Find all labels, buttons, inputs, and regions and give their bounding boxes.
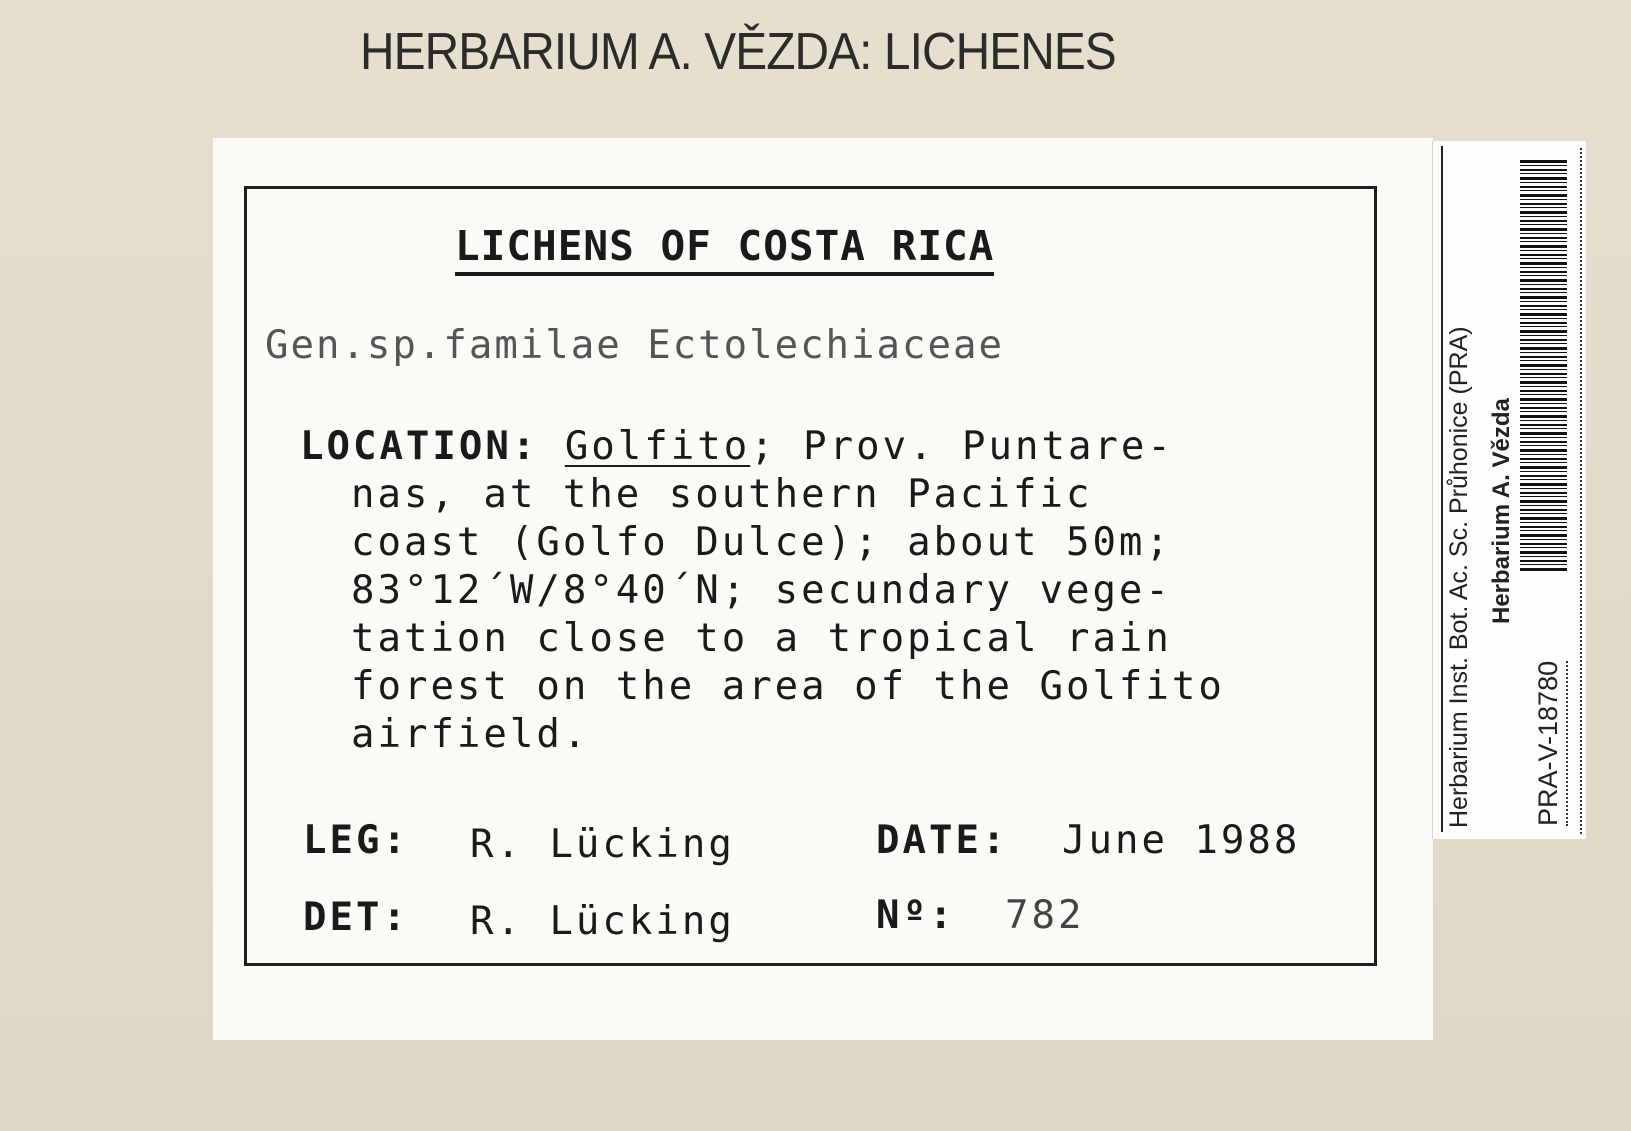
location-line: tation close to a tropical rain — [351, 616, 1172, 661]
herbarium-stamp: HERBARIUM A. VĚZDA: LICHENES — [360, 23, 1116, 81]
location-line: forest on the area of the Golfito — [351, 664, 1225, 709]
catalog-label-rule — [1441, 146, 1443, 832]
label-title: LICHENS OF COSTA RICA — [455, 222, 994, 276]
location-rest: ; Prov. Puntare- — [750, 424, 1174, 469]
leg-value: R. Lücking — [470, 822, 735, 867]
det-value: R. Lücking — [470, 899, 735, 944]
leg-caption: LEG: — [303, 818, 409, 863]
catalog-number: PRA-V-18780 — [1533, 661, 1568, 826]
location-line: 83°12´W/8°40´N; secundary vege- — [351, 568, 1172, 613]
location-line: coast (Golfo Dulce); about 50m; — [351, 520, 1172, 565]
det-caption: DET: — [303, 895, 409, 940]
location-line: airfield. — [351, 712, 590, 757]
institution-text: Herbarium Inst. Bot. Ac. Sc. Průhonice (PRA) — [1445, 326, 1473, 828]
number-value: 782 — [1005, 893, 1085, 938]
date-caption: DATE: — [876, 818, 1009, 863]
barcode — [1520, 160, 1567, 572]
location-place: Golfito — [564, 424, 751, 469]
location-line: nas, at the southern Pacific — [351, 472, 1093, 517]
herbarium-text: Herbarium A. Vězda — [1488, 398, 1515, 624]
catalog-label-perforation — [1580, 148, 1582, 834]
date-value: June 1988 — [1062, 818, 1301, 863]
location-caption: LOCATION: — [300, 424, 539, 469]
location-first-line — [300, 424, 1174, 469]
number-caption: Nº: — [876, 893, 956, 938]
taxon-name: Gen.sp.familae Ectolechiaceae — [265, 323, 1004, 368]
